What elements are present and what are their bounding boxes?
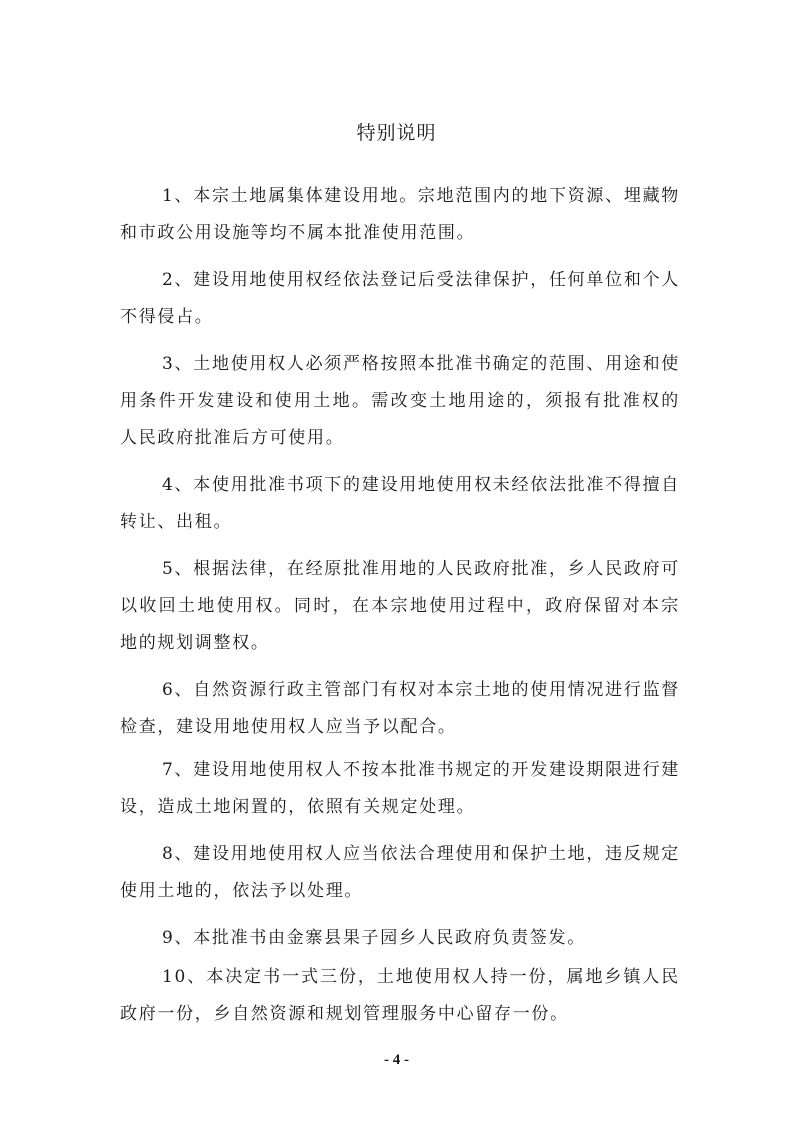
- note-item-10: 10、本决定书一式三份，土地使用权人持一份，属地乡镇人民政府一份，乡自然资源和规划管理服务中心留存一份。: [120, 967, 680, 1024]
- page-number: - 4 -: [384, 1052, 409, 1068]
- notes-list: [120, 178, 680, 1033]
- note-item-7: 7、建设用地使用权人不按本批准书规定的开发建设期限进行建设，造成土地闲置的，依照有关规定处理。: [120, 760, 680, 817]
- note-item-9: 9、本批准书由金寨县果子园乡人民政府负责签发。: [162, 928, 586, 948]
- note-item-5: 5、根据法律，在经原批准用地的人民政府批准，乡人民政府可以收回土地使用权。同时，在本宗地使用过程中，政府保留对本宗地的规划调整权。: [120, 559, 680, 653]
- note-item-3: 3、土地使用权人必须严格按照本批准书确定的范围、用途和使用条件开发建设和使用土地。需改变土地用途的，须报有批准权的人民政府批准后方可使用。: [120, 354, 680, 448]
- page-title: 特别说明: [356, 122, 437, 144]
- note-item-6: 6、自然资源行政主管部门有权对本宗土地的使用情况进行监督检查，建设用地使用权人应当予以配合。: [120, 680, 680, 737]
- note-item-2: 2、建设用地使用权经依法登记后受法律保护，任何单位和个人不得侵占。: [120, 270, 680, 327]
- note-item-4: 4、本使用批准书项下的建设用地使用权未经依法批准不得擅自转让、出租。: [120, 475, 680, 532]
- note-item-1: 1、本宗土地属集体建设用地。宗地范围内的地下资源、埋藏物和市政公用设施等均不属本批准使用范围。: [120, 186, 680, 243]
- note-item-8: 8、建设用地使用权人应当依法合理使用和保护土地，违反规定使用土地的，依法予以处理。: [120, 844, 680, 901]
